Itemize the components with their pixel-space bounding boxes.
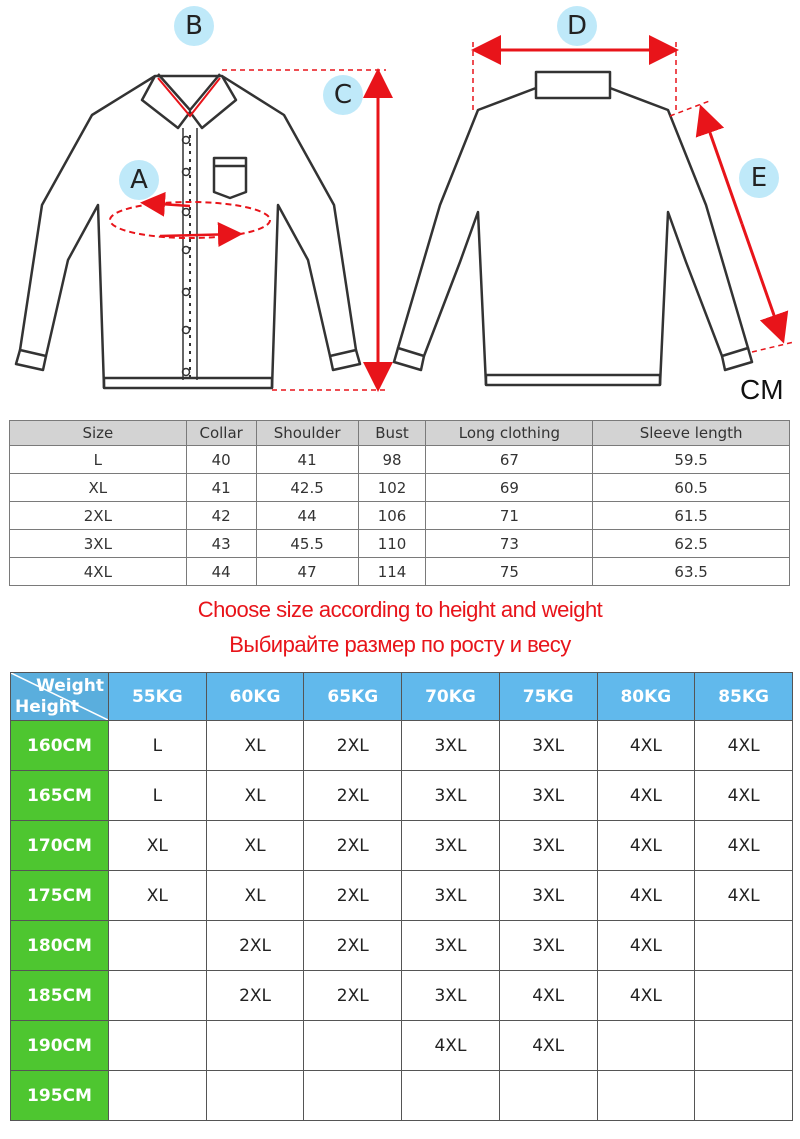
size-cell — [109, 921, 207, 971]
shirt-back — [394, 72, 752, 385]
size-cell: 4XL — [597, 971, 695, 1021]
height-label: 170CM — [11, 821, 109, 871]
header-sleeve-length: Sleeve length — [593, 421, 790, 446]
size-cell: 3XL — [402, 821, 500, 871]
heading-english: Choose size according to height and weight — [197, 597, 603, 622]
size-cell: 3XL — [499, 921, 597, 971]
cell-sleeve-length: 62.5 — [593, 530, 790, 558]
size-cell — [206, 1071, 304, 1121]
weight-header-row — [11, 673, 793, 721]
cell-sleeve-length: 63.5 — [593, 558, 790, 586]
size-cell: 2XL — [206, 971, 304, 1021]
height-label: 180CM — [11, 921, 109, 971]
cell-bust: 114 — [358, 558, 426, 586]
weight-header: 85KG — [695, 673, 793, 721]
cell-long-clothing: 75 — [426, 558, 593, 586]
size-cell: 4XL — [597, 821, 695, 871]
size-cell: 3XL — [402, 871, 500, 921]
measurement-diagram — [0, 0, 800, 412]
size-cell — [304, 1021, 402, 1071]
cell-size: L — [10, 446, 187, 474]
size-cell: 4XL — [499, 971, 597, 1021]
cell-shoulder: 45.5 — [256, 530, 358, 558]
cell-shoulder: 41 — [256, 446, 358, 474]
size-cell: 3XL — [499, 771, 597, 821]
table-row — [10, 446, 790, 474]
size-cell: 3XL — [499, 821, 597, 871]
cell-long-clothing: 69 — [426, 474, 593, 502]
label-b-badge: B — [174, 6, 214, 46]
cell-long-clothing: 67 — [426, 446, 593, 474]
size-cell: 4XL — [695, 821, 793, 871]
size-recommendation-table — [10, 672, 793, 1121]
size-cell — [499, 1071, 597, 1121]
cell-size: 2XL — [10, 502, 187, 530]
size-cell: 3XL — [402, 771, 500, 821]
size-cell: 4XL — [499, 1021, 597, 1071]
size-cell: 3XL — [499, 721, 597, 771]
cell-size: XL — [10, 474, 187, 502]
table-row — [10, 474, 790, 502]
weight-header: 65KG — [304, 673, 402, 721]
weight-header: 70KG — [402, 673, 500, 721]
cell-sleeve-length: 61.5 — [593, 502, 790, 530]
unit-label: CM — [740, 374, 784, 405]
size-cell: 3XL — [499, 871, 597, 921]
size-cell: 2XL — [304, 771, 402, 821]
size-cell: 2XL — [304, 971, 402, 1021]
size-measurement-table — [9, 420, 790, 586]
size-cell — [695, 1021, 793, 1071]
size-cell: 2XL — [304, 721, 402, 771]
size-cell: 4XL — [597, 871, 695, 921]
height-label: 165CM — [11, 771, 109, 821]
size-cell — [109, 971, 207, 1021]
table-row — [11, 771, 793, 821]
size-cell — [597, 1021, 695, 1071]
header-shoulder: Shoulder — [256, 421, 358, 446]
size-cell: XL — [206, 871, 304, 921]
header-collar: Collar — [186, 421, 256, 446]
size-cell — [206, 1021, 304, 1071]
size-cell: 2XL — [304, 871, 402, 921]
cell-collar: 40 — [186, 446, 256, 474]
weight-header: 60KG — [206, 673, 304, 721]
shirt-front — [16, 74, 360, 388]
cell-bust: 110 — [358, 530, 426, 558]
cell-bust: 98 — [358, 446, 426, 474]
size-cell: XL — [206, 771, 304, 821]
cell-sleeve-length: 59.5 — [593, 446, 790, 474]
size-cell: XL — [109, 821, 207, 871]
weight-header: 80KG — [597, 673, 695, 721]
size-cell — [109, 1021, 207, 1071]
size-cell — [304, 1071, 402, 1121]
header-bust: Bust — [358, 421, 426, 446]
table-row — [10, 558, 790, 586]
label-d-badge: D — [557, 6, 597, 46]
cell-bust: 106 — [358, 502, 426, 530]
height-label: 185CM — [11, 971, 109, 1021]
size-cell: XL — [206, 821, 304, 871]
size-cell: 3XL — [402, 971, 500, 1021]
cell-long-clothing: 71 — [426, 502, 593, 530]
size-cell — [695, 971, 793, 1021]
size-table-header — [10, 421, 790, 446]
size-cell — [597, 1071, 695, 1121]
table-row — [11, 871, 793, 921]
size-cell: 4XL — [597, 921, 695, 971]
corner-header — [11, 673, 109, 721]
height-label: 175CM — [11, 871, 109, 921]
table-row — [11, 921, 793, 971]
heading-russian: Выбирайте размер по росту и весу — [229, 632, 571, 657]
corner-weight-label: Weight — [36, 676, 104, 696]
header-size: Size — [10, 421, 187, 446]
shirt-illustration — [0, 0, 800, 412]
corner-height-label: Height — [15, 697, 79, 717]
size-cell: 2XL — [304, 921, 402, 971]
cell-shoulder: 47 — [256, 558, 358, 586]
size-cell: XL — [109, 871, 207, 921]
height-label: 195CM — [11, 1071, 109, 1121]
cell-collar: 44 — [186, 558, 256, 586]
table-row — [11, 971, 793, 1021]
cell-collar: 41 — [186, 474, 256, 502]
weight-header: 55KG — [109, 673, 207, 721]
size-cell: XL — [206, 721, 304, 771]
size-cell — [402, 1071, 500, 1121]
table-row — [11, 721, 793, 771]
size-cell — [695, 1071, 793, 1121]
cell-shoulder: 44 — [256, 502, 358, 530]
size-cell: 4XL — [402, 1021, 500, 1071]
size-cell — [109, 1071, 207, 1121]
size-cell: 2XL — [206, 921, 304, 971]
size-cell: L — [109, 721, 207, 771]
size-cell: 4XL — [695, 871, 793, 921]
table-row — [10, 530, 790, 558]
size-cell: 4XL — [597, 721, 695, 771]
table-row — [11, 1021, 793, 1071]
cell-shoulder: 42.5 — [256, 474, 358, 502]
size-cell: 3XL — [402, 921, 500, 971]
cell-collar: 43 — [186, 530, 256, 558]
size-cell: 2XL — [304, 821, 402, 871]
cell-collar: 42 — [186, 502, 256, 530]
cell-size: 4XL — [10, 558, 187, 586]
cell-size: 3XL — [10, 530, 187, 558]
cell-long-clothing: 73 — [426, 530, 593, 558]
table-row — [10, 502, 790, 530]
size-cell: 3XL — [402, 721, 500, 771]
label-a-badge: A — [119, 160, 159, 200]
size-cell: 4XL — [597, 771, 695, 821]
cell-bust: 102 — [358, 474, 426, 502]
height-label: 190CM — [11, 1021, 109, 1071]
table-row — [11, 821, 793, 871]
cell-sleeve-length: 60.5 — [593, 474, 790, 502]
label-e-badge: E — [739, 158, 779, 198]
size-cell: L — [109, 771, 207, 821]
size-cell — [695, 921, 793, 971]
weight-header: 75KG — [499, 673, 597, 721]
table-row — [11, 1071, 793, 1121]
sleeve-arrow — [702, 110, 742, 224]
header-long-clothing: Long clothing — [426, 421, 593, 446]
label-c-badge: C — [323, 75, 363, 115]
size-cell: 4XL — [695, 771, 793, 821]
height-label: 160CM — [11, 721, 109, 771]
size-cell: 4XL — [695, 721, 793, 771]
